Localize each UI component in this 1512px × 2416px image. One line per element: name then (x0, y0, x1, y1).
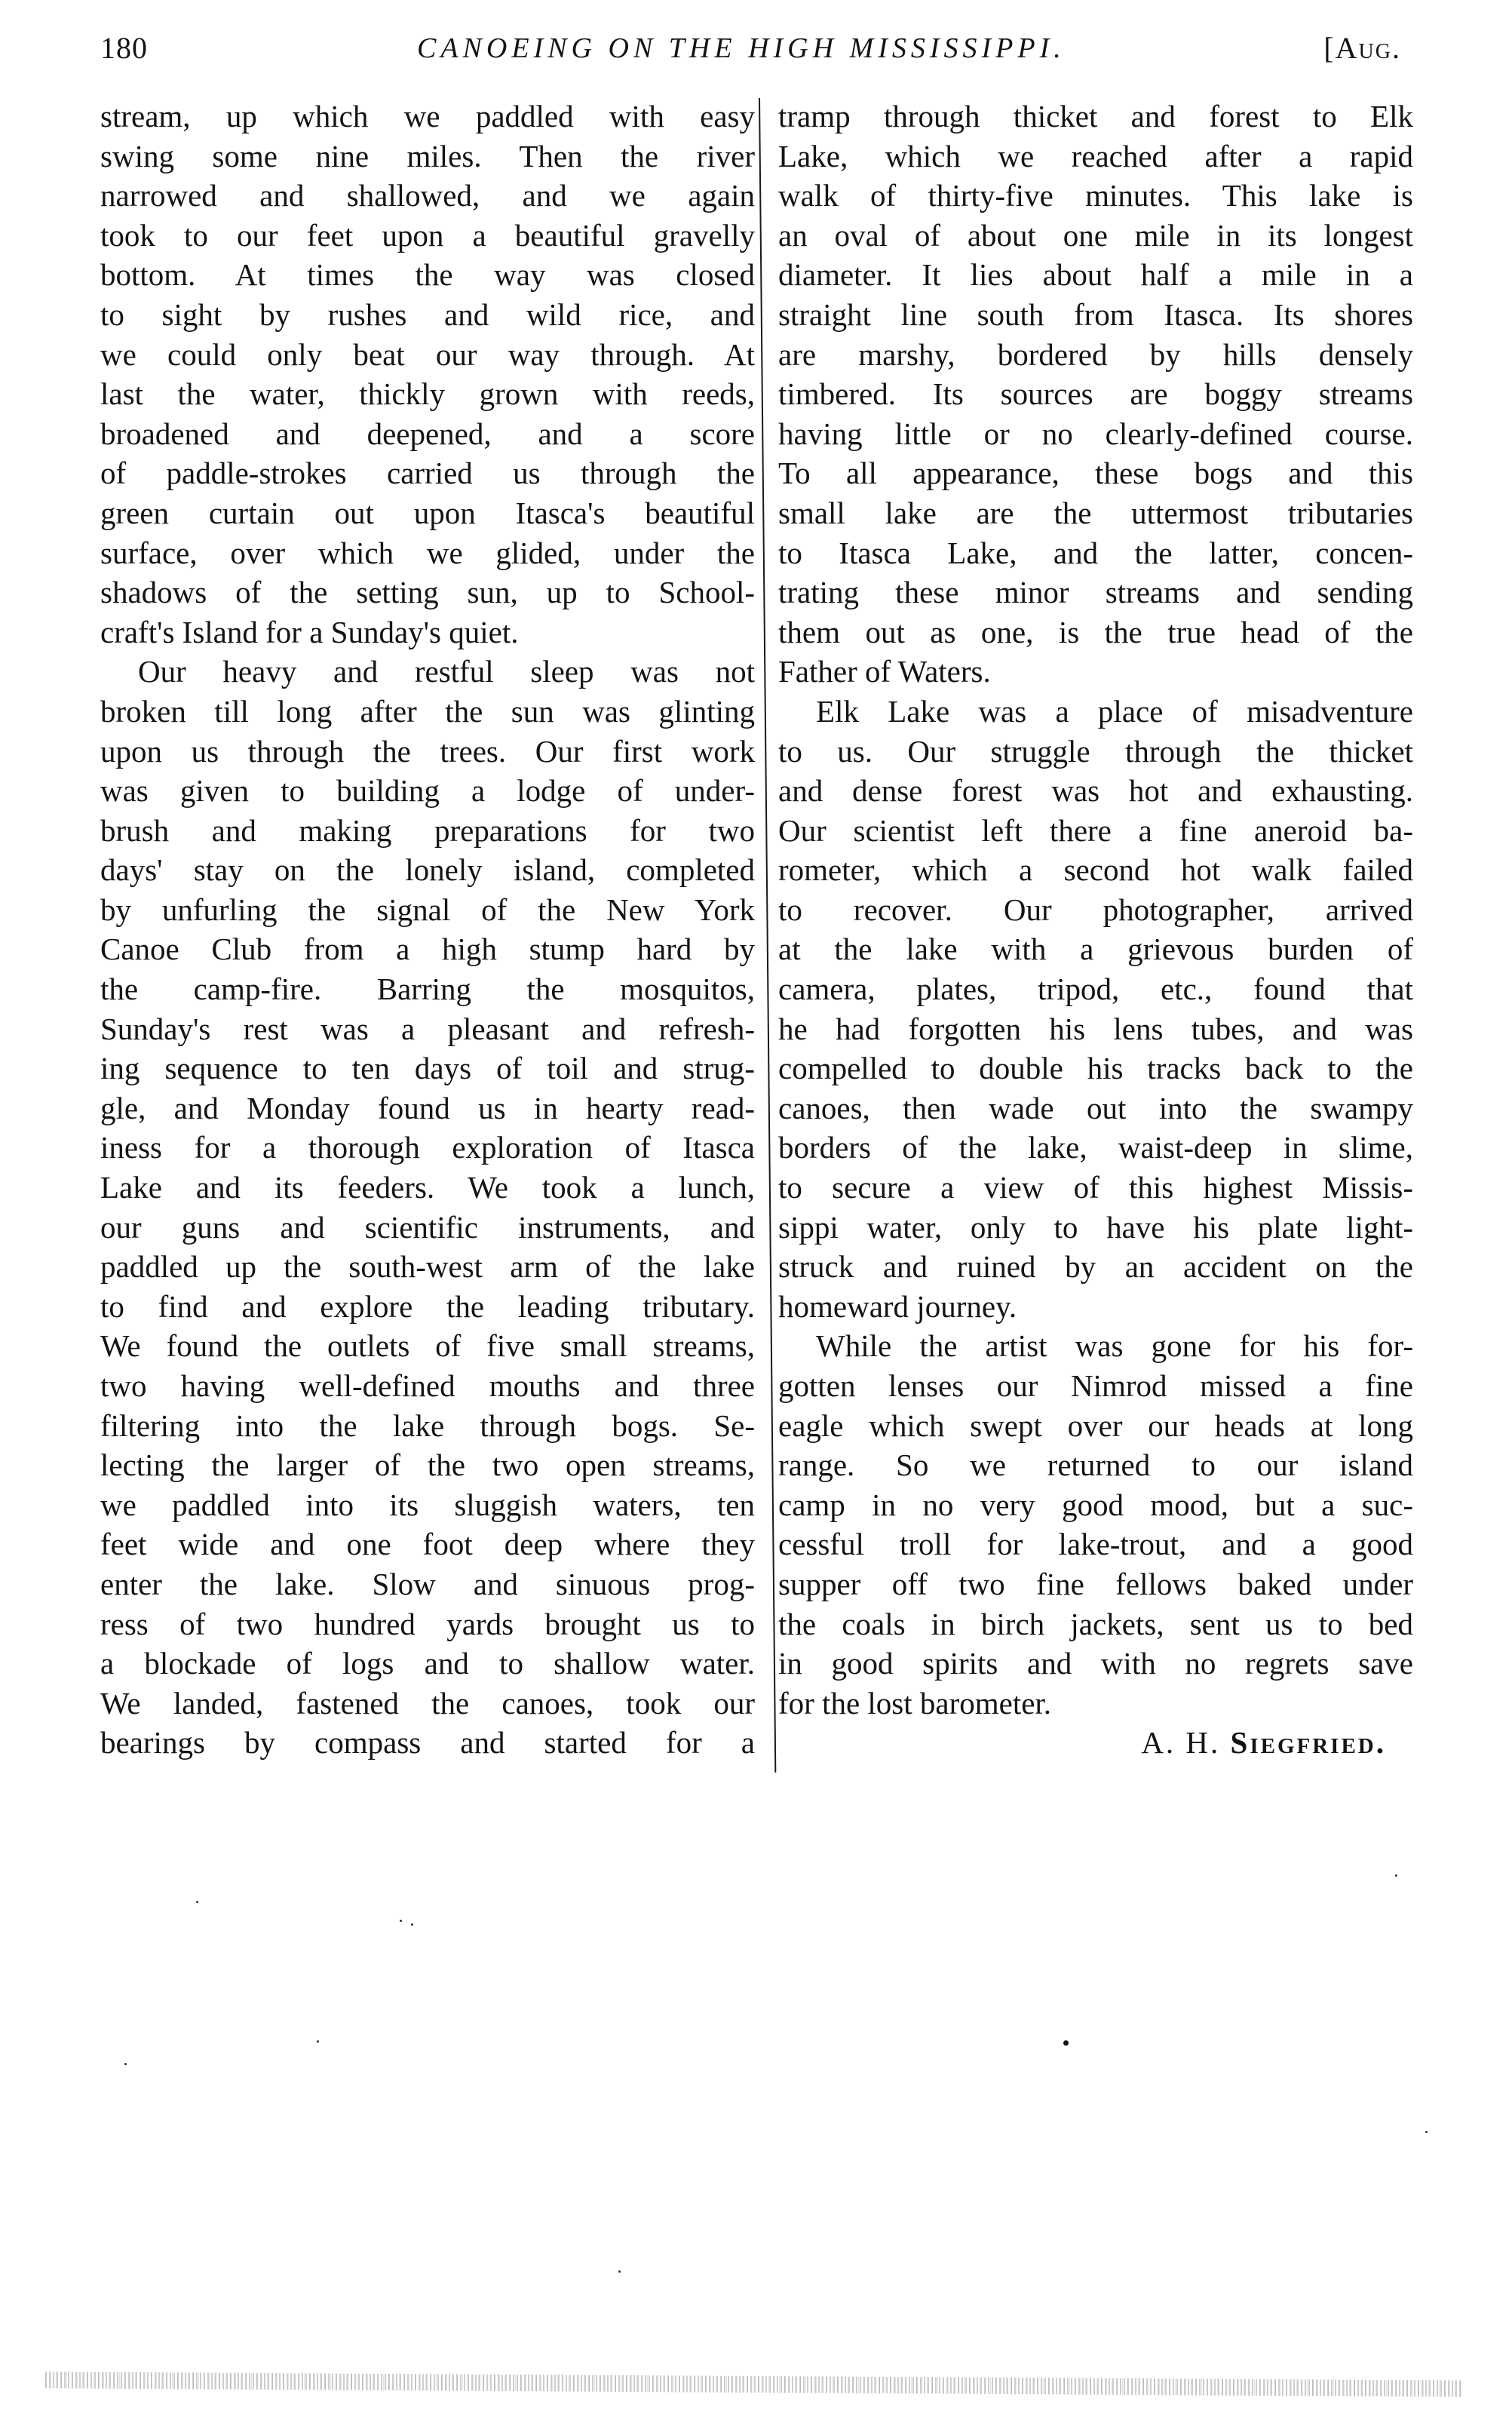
text-line: Canoe Club from a high stump hard by (100, 932, 755, 967)
text-line: feet wide and one foot deep where they (100, 1527, 755, 1562)
text-line: supper off two fine fellows baked under (778, 1566, 1413, 1601)
scan-speck (411, 1923, 413, 1926)
scan-speck (618, 2270, 621, 2273)
text-line: rometer, which a second hot walk failed (778, 852, 1413, 888)
text-line: sippi water, only to have his plate light- (778, 1209, 1413, 1245)
text-line: broken till long after the sun was glinting (100, 693, 755, 729)
text-line: iness for a thorough exploration of Itasca (100, 1130, 755, 1165)
text-line: bottom. At times the way was closed (100, 257, 755, 293)
text-line: and dense forest was hot and exhausting. (778, 773, 1413, 809)
text-line: Lake, which we reached after a rapid (778, 138, 1413, 173)
text-line: eagle which swept over our heads at long (778, 1408, 1413, 1443)
text-line: paddled up the south-west arm of the lake (100, 1249, 755, 1285)
right-text-column (778, 97, 1413, 1763)
text-line: are marshy, bordered by hills densely (778, 336, 1413, 372)
text-line: camp in no very good mood, but a suc- (778, 1487, 1413, 1522)
text-line: enter the lake. Slow and sinuous prog- (100, 1566, 755, 1601)
text-line: to recover. Our photographer, arrived (778, 892, 1413, 927)
issue-month: [Aug. (1323, 31, 1401, 65)
text-line: range. So we returned to our island (778, 1447, 1413, 1483)
author-surname: Siegfried. (1230, 1725, 1386, 1761)
text-line: broadened and deepened, and a score (100, 416, 755, 451)
text-line: we paddled into its sluggish waters, ten (100, 1487, 755, 1522)
text-line: stream, up which we paddled with easy (100, 99, 755, 134)
author-initials: A. H. (1141, 1725, 1231, 1761)
paragraph-first-line: While the artist was gone for his for- (816, 1328, 1413, 1364)
scan-speck (196, 1901, 198, 1903)
text-line: last the water, thickly grown with reeds, (100, 376, 755, 412)
text-line: gle, and Monday found us in hearty read- (100, 1090, 755, 1125)
text-line: swing some nine miles. Then the river (100, 138, 755, 173)
text-line: Our scientist left there a fine aneroid ba- (778, 812, 1413, 848)
text-line: bearings by compass and started for a (100, 1725, 755, 1761)
text-line: for the lost barometer. (778, 1685, 1052, 1721)
text-line: by unfurling the signal of the New York (100, 892, 755, 927)
page-number: 180 (100, 31, 148, 65)
text-line: lecting the larger of the two open streams, (100, 1447, 755, 1483)
text-line: our guns and scientific instruments, and (100, 1209, 755, 1245)
text-line: trating these minor streams and sending (778, 575, 1413, 610)
text-line: having little or no clearly-defined course. (778, 416, 1413, 451)
text-line: struck and ruined by an accident on the (778, 1249, 1413, 1285)
running-header (100, 29, 1401, 68)
text-line: narrowed and shallowed, and we again (100, 178, 755, 213)
text-line: ress of two hundred yards brought us to (100, 1606, 755, 1641)
text-line: to secure a view of this highest Missis- (778, 1170, 1413, 1205)
text-line: small lake are the uttermost tributaries (778, 495, 1413, 530)
scan-speck (317, 2040, 319, 2043)
text-line: filtering into the lake through bogs. Se- (100, 1408, 755, 1443)
scan-speck (1425, 2131, 1428, 2133)
running-title: CANOEING ON THE HIGH MISSISSIPPI. (417, 32, 1066, 64)
text-line: them out as one, is the true head of the (778, 614, 1413, 649)
text-line: borders of the lake, waist-deep in slime, (778, 1130, 1413, 1165)
text-line: timbered. Its sources are boggy streams (778, 376, 1413, 412)
text-line: ing sequence to ten days of toil and strug- (100, 1051, 755, 1086)
text-line: camera, plates, tripod, etc., found that (778, 972, 1413, 1007)
text-line: shadows of the setting sun, up to School- (100, 575, 755, 610)
text-line: gotten lenses our Nimrod missed a fine (778, 1368, 1413, 1403)
text-line: to sight by rushes and wild rice, and (100, 296, 755, 332)
text-line: the coals in birch jackets, sent us to bed (778, 1606, 1413, 1641)
text-line: of paddle-strokes carried us through the (100, 456, 755, 491)
text-line: We found the outlets of five small streams, (100, 1328, 755, 1364)
text-line: diameter. It lies about half a mile in a (778, 257, 1413, 293)
text-line: cessful troll for lake-trout, and a good (778, 1527, 1413, 1562)
text-line: brush and making preparations for two (100, 812, 755, 848)
text-line: to find and explore the leading tributary. (100, 1288, 755, 1324)
author-signature (778, 1723, 1413, 1763)
text-line: was given to building a lodge of under- (100, 773, 755, 809)
text-line: homeward journey. (778, 1288, 1017, 1324)
text-line: tramp through thicket and forest to Elk (778, 99, 1413, 134)
left-text-column (100, 97, 755, 1763)
scan-speck (1063, 2040, 1069, 2046)
text-line: we could only beat our way through. At (100, 336, 755, 372)
paragraph-first-line: Elk Lake was a place of misadventure (816, 693, 1413, 729)
text-line: two having well-defined mouths and three (100, 1368, 755, 1403)
column-divider (759, 98, 776, 1773)
text-line: walk of thirty-five minutes. This lake is (778, 178, 1413, 213)
text-line: upon us through the trees. Our first work (100, 733, 755, 769)
text-line: days' stay on the lonely island, completed (100, 852, 755, 888)
text-line: took to our feet upon a beautiful gravelly (100, 217, 755, 253)
text-line: craft's Island for a Sunday's quiet. (100, 614, 519, 649)
text-line: green curtain out upon Itasca's beautiful (100, 495, 755, 530)
text-line: to Itasca Lake, and the latter, concen- (778, 535, 1413, 570)
scan-speck (400, 1920, 402, 1922)
text-line: Father of Waters. (778, 654, 991, 689)
scan-artifact-band (45, 2371, 1463, 2396)
scan-speck (1395, 1874, 1397, 1877)
text-line: the camp-fire. Barring the mosquitos, (100, 972, 755, 1007)
paragraph-first-line: Our heavy and restful sleep was not (138, 654, 755, 689)
text-line: he had forgotten his lens tubes, and was (778, 1011, 1413, 1046)
text-line: an oval of about one mile in its longest (778, 217, 1413, 253)
text-line: surface, over which we glided, under the (100, 535, 755, 570)
text-line: at the lake with a grievous burden of (778, 932, 1413, 967)
scan-speck (124, 2063, 127, 2065)
text-line: We landed, fastened the canoes, took our (100, 1685, 755, 1721)
text-line: to us. Our struggle through the thicket (778, 733, 1413, 769)
text-line: in good spirits and with no regrets save (778, 1646, 1413, 1681)
text-line: Lake and its feeders. We took a lunch, (100, 1170, 755, 1205)
text-line: Sunday's rest was a pleasant and refresh- (100, 1011, 755, 1046)
text-line: a blockade of logs and to shallow water. (100, 1646, 755, 1681)
text-line: canoes, then wade out into the swampy (778, 1090, 1413, 1125)
text-line: straight line south from Itasca. Its shores (778, 296, 1413, 332)
text-line: To all appearance, these bogs and this (778, 456, 1413, 491)
text-line: compelled to double his tracks back to the (778, 1051, 1413, 1086)
